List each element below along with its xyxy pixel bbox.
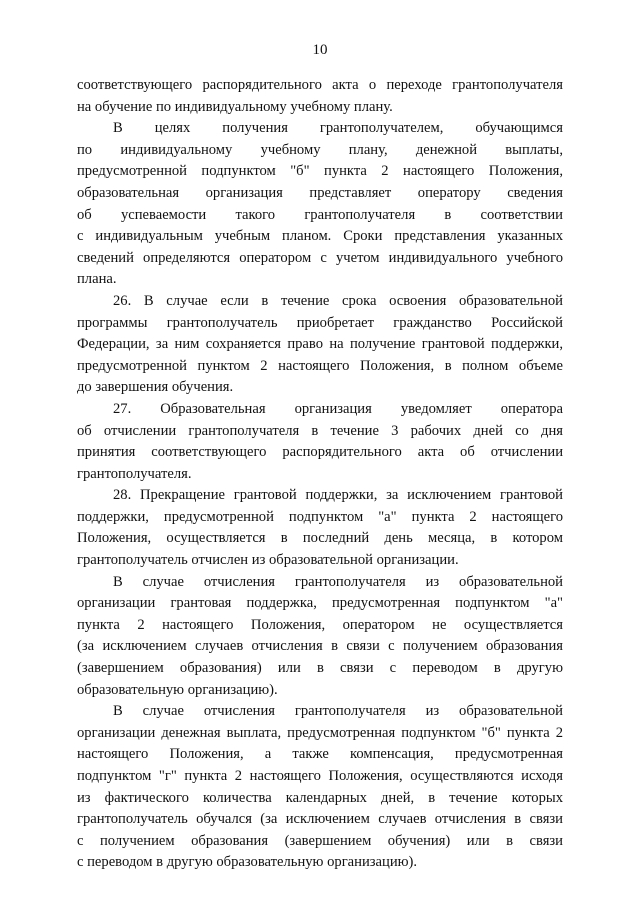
text-line: грантополучатель обучался (за исключением случаев отчисления в связи <box>77 811 563 828</box>
text-line: (за исключением случаев отчисления в связи с получением образования <box>77 638 563 655</box>
paragraph-intro <box>77 75 563 118</box>
text-line: Федерации, за ним сохраняется право на получение грантовой поддержки, <box>77 336 563 353</box>
paragraph-item-27 <box>77 399 563 485</box>
text-line: 28. Прекращение грантовой поддержки, за исключением грантовой <box>113 487 563 504</box>
text-line: подпунктом "г" пункта 2 настоящего Положения, осуществляются исходя <box>77 768 563 784</box>
text-line: 27. Образовательная организация уведомляет оператора <box>113 400 563 417</box>
text-line: организации грантовая поддержка, предусмотренная подпунктом "а" <box>77 595 563 612</box>
text-line: предусмотренной пунктом 2 настоящего Положения, в полном объеме <box>77 357 563 374</box>
text-line: (завершением образования) или в связи с переводом в другую <box>77 660 563 677</box>
text-line: 26. В случае если в течение срока освоения образовательной <box>113 292 563 309</box>
text-line: образовательная организация представляет оператору сведения <box>77 184 563 201</box>
text-line: по индивидуальному учебному плану, денежной выплаты, <box>77 141 563 158</box>
text-line: В целях получения грантополучателем, обучающимся <box>113 120 563 137</box>
text-line: об отчислении грантополучателя в течение 3 рабочих дней со дня <box>77 422 563 439</box>
text-line: соответствующего распорядительного акта о переходе грантополучателя <box>77 77 563 93</box>
text-line: предусмотренной подпунктом "б" пункта 2 настоящего Положения, <box>77 163 563 180</box>
paragraph-individual-plan <box>77 118 563 291</box>
text-line: с получением образования (завершением обучения) или в связи <box>77 832 563 849</box>
text-line: Положения, осуществляется в последний день месяца, в котором <box>77 530 563 547</box>
text-line: В случае отчисления грантополучателя из образовательной <box>113 573 563 590</box>
paragraph-item-28 <box>77 485 563 571</box>
text-line: до завершения обучения. <box>77 379 234 396</box>
text-line: с индивидуальным учебным планом. Сроки представления указанных <box>77 228 563 245</box>
text-line: с переводом в другую образовательную организацию). <box>77 854 418 871</box>
text-line: грантополучателя. <box>77 465 192 482</box>
text-line: В случае отчисления грантополучателя из образовательной <box>113 703 563 720</box>
text-line: грантополучатель отчислен из образовательной организации. <box>77 552 459 569</box>
page-number: 10 <box>312 42 328 58</box>
text-line: на обучение по индивидуальному учебному плану. <box>77 98 393 115</box>
text-line: пункта 2 настоящего Положения, оператором не осуществляется <box>77 616 563 633</box>
text-line: образовательную организацию). <box>77 681 278 698</box>
paragraph-expulsion-grant <box>77 572 563 702</box>
text-line: сведений определяются оператором с учетом индивидуального учебного <box>77 249 563 266</box>
text-line: поддержки, предусмотренной подпунктом "а" пункта 2 настоящего <box>77 508 563 525</box>
text-line: организации денежная выплата, предусмотренная подпунктом "б" пункта 2 <box>77 724 563 741</box>
text-line: принятия соответствующего распорядительного акта об отчислении <box>77 444 563 461</box>
text-line: об успеваемости такого грантополучателя в соответствии <box>77 206 563 223</box>
paragraph-item-26 <box>77 291 563 399</box>
text-line: из фактического количества календарных дней, в течение которых <box>77 789 563 806</box>
document-body <box>77 75 563 874</box>
text-line: плана. <box>77 271 117 288</box>
text-line: программы грантополучатель приобретает гражданство Российской <box>77 314 563 331</box>
text-line: настоящего Положения, а также компенсация, предусмотренная <box>77 746 563 763</box>
paragraph-expulsion-payment <box>77 701 563 874</box>
